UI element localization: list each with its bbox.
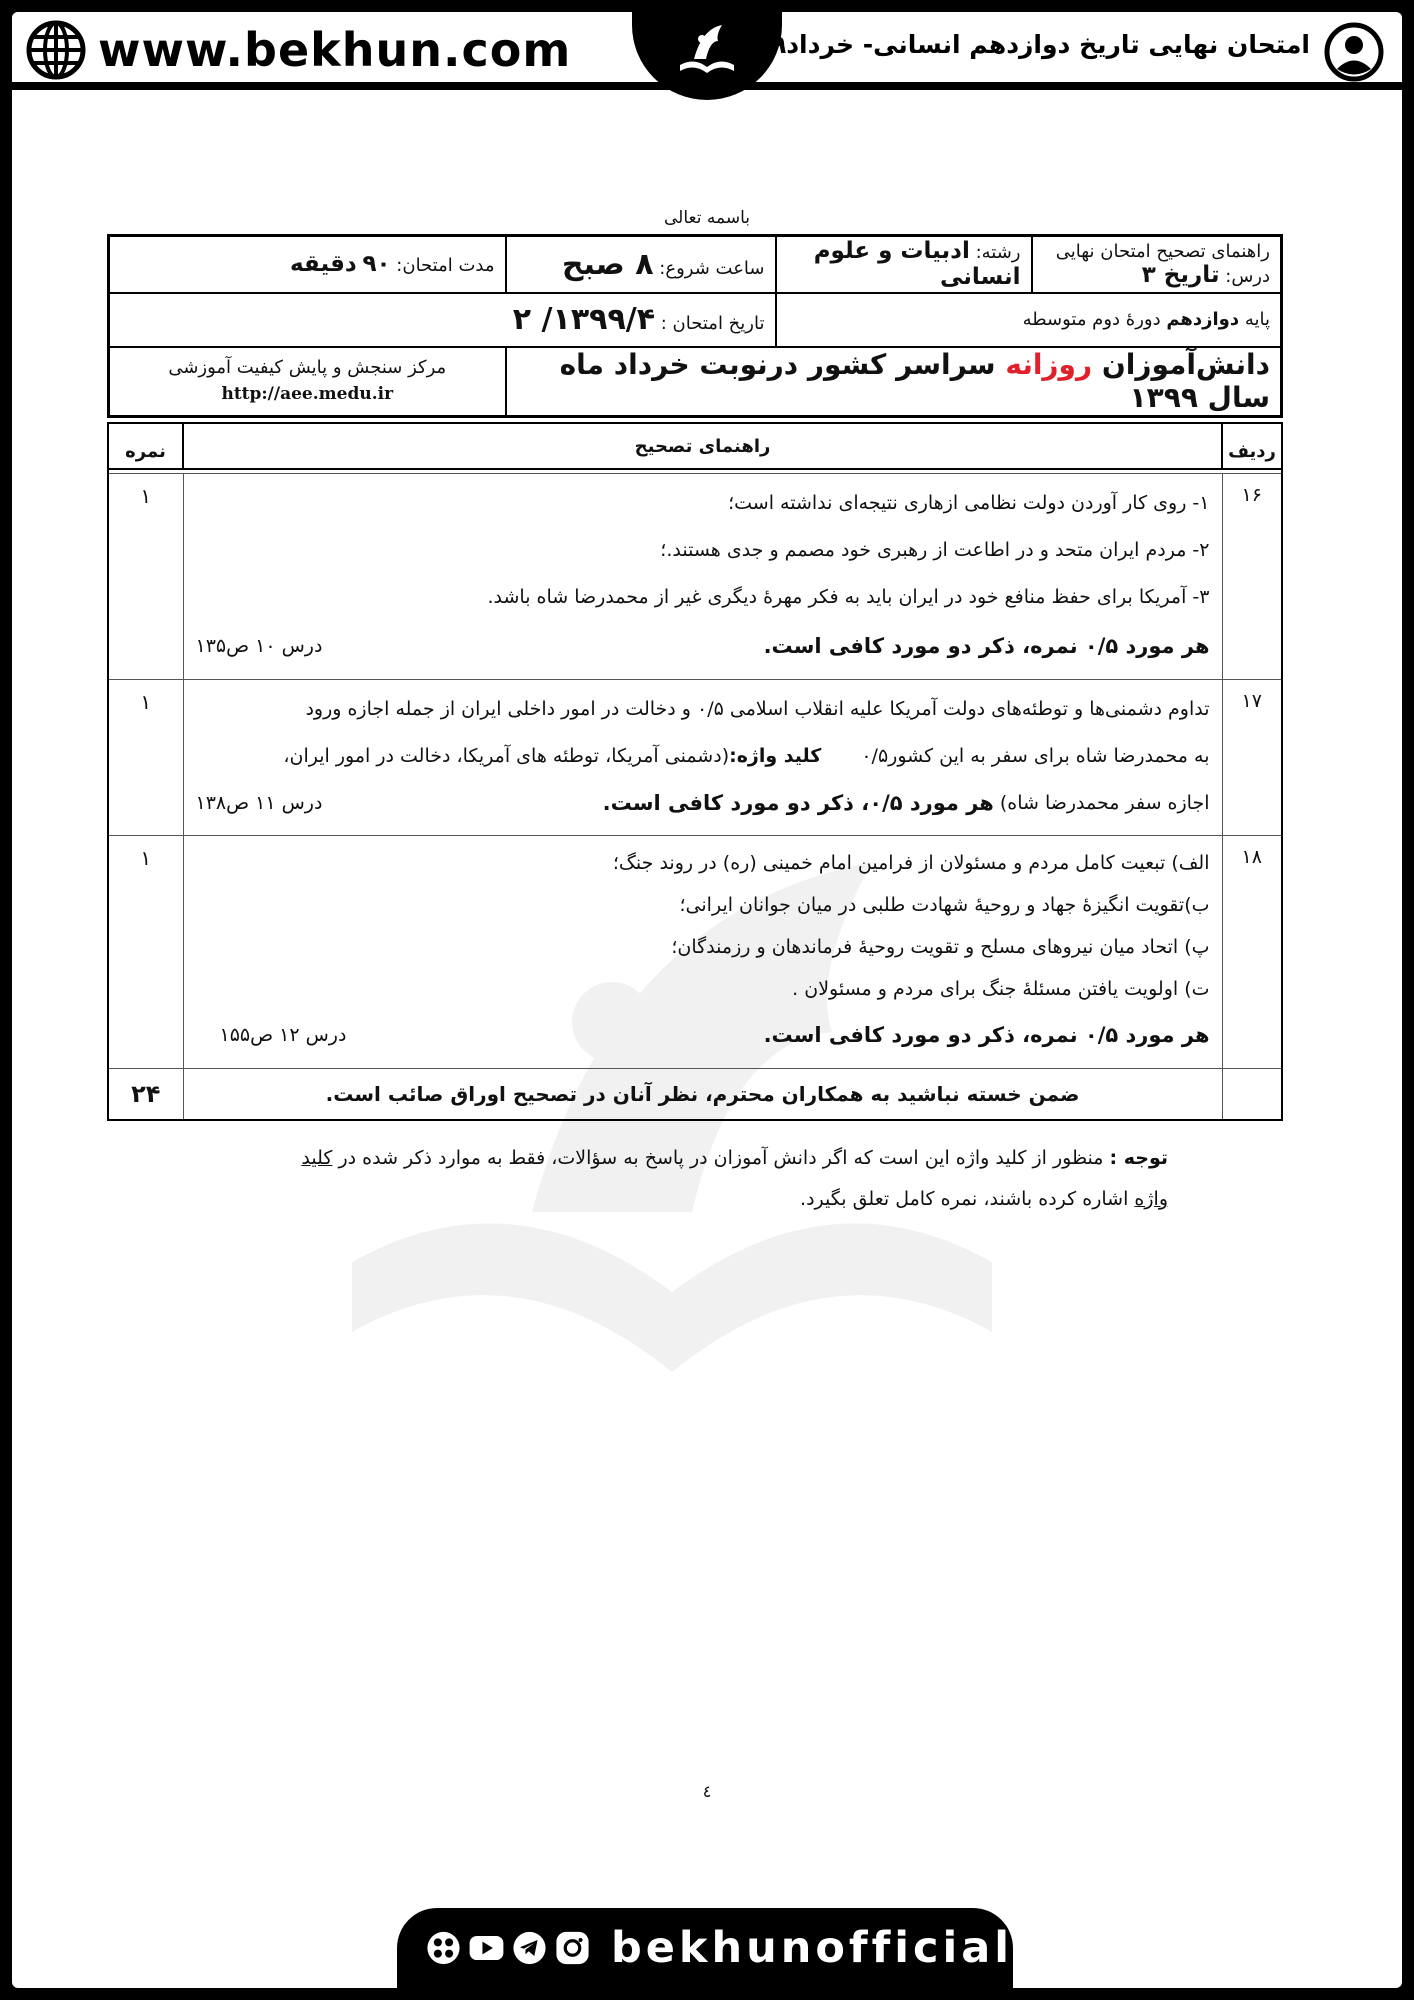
scoring-note: هر مورد ۰/۵، ذکر دو مورد کافی است. xyxy=(602,791,994,815)
field: ادبیات و علوم انسانی xyxy=(813,238,1021,291)
subject: تاریخ ۳ xyxy=(1141,261,1220,288)
page-number: ٤ xyxy=(702,1782,712,1801)
row-number: ۱۶ xyxy=(1222,473,1282,679)
students-text-1: دانش‌آموزان xyxy=(1092,348,1270,382)
keyword-label: کلید واژه: xyxy=(729,745,822,767)
col-score-header: نمره xyxy=(108,423,183,469)
exam-info-table xyxy=(107,234,1283,418)
note-label: توجه : xyxy=(1109,1147,1168,1169)
answer-line: ۱- روی کار آوردن دولت نظامی ازهاری نتیجه‌ای نداشته است؛ xyxy=(728,492,1210,514)
total-score: ۲۴ xyxy=(108,1068,183,1120)
youtube-icon[interactable] xyxy=(468,1925,505,1971)
field-cell xyxy=(776,236,1032,293)
answer-line: پ) اتحاد میان نیروهای مسلح و تقویت روحیهٔ فرماندهان و رزمندگان؛ xyxy=(671,935,1210,958)
grade-cell xyxy=(776,293,1282,347)
date-cell xyxy=(109,293,776,347)
answer-line: ۲- مردم ایران متحد و در اطاعت از رهبری خود مصمم و جدی هستند.؛ xyxy=(660,539,1210,561)
grade: دوازدهم xyxy=(1166,309,1240,330)
instagram-icon[interactable] xyxy=(554,1925,591,1971)
lesson-reference: درس ۱۰ ص۱۳۵ xyxy=(195,634,323,657)
answer-key-table xyxy=(107,422,1283,1121)
answer-text: به محمدرضا شاه برای سفر به این کشور۰/۵ xyxy=(861,745,1210,767)
social-handle[interactable]: bekhunofficial xyxy=(610,1923,1013,1973)
subject-cell xyxy=(1032,236,1282,293)
telegram-icon[interactable] xyxy=(511,1925,548,1971)
start-label: ساعت شروع: xyxy=(659,257,765,279)
table-row xyxy=(108,679,1282,835)
attention-note xyxy=(268,1138,1168,1220)
closing-note: ضمن خسته نباشید به همکاران محترم، نظر آنان در تصحیح اوراق صائب است. xyxy=(183,1068,1222,1120)
page xyxy=(12,12,1402,1988)
table-row xyxy=(108,473,1282,679)
center-url[interactable]: http://aee.medu.ir xyxy=(221,384,394,405)
exam-title: امتحان نهایی تاریخ دوازدهم انسانی- خرداد۱۳۹۹ xyxy=(725,30,1310,59)
answer-cell xyxy=(183,473,1222,679)
answer-line: ب)تقویت انگیزهٔ جهاد و روحیهٔ شهادت طلبی در میان جوانان ایرانی؛ xyxy=(679,893,1210,916)
col-guide-header: راهنمای تصحیح xyxy=(183,423,1222,469)
answer-line: تداوم دشمنی‌ها و توطئه‌های دولت آمریکا علیه انقلاب اسلامی ۰/۵ و دخالت در امور داخلی ایران از جمله اجازه ورود xyxy=(305,698,1210,720)
note-text-2: اشاره کرده باشند، نمره کامل تعلق بگیرد. xyxy=(800,1188,1135,1210)
website-url[interactable]: www.bekhun.com xyxy=(98,23,572,77)
students-line xyxy=(560,348,1270,414)
empty-cell xyxy=(1222,1068,1282,1120)
website-link[interactable] xyxy=(26,20,571,80)
guide-label: راهنمای تصحیح امتحان نهایی درس: xyxy=(1055,240,1270,287)
start-time: ۸ صبح xyxy=(561,246,654,282)
user-avatar-icon[interactable] xyxy=(1324,22,1384,82)
note-underlined: کلید واژه xyxy=(301,1147,1168,1210)
students-text-2: سراسر کشور درنوبت خرداد ماه سال ۱۳۹۹ xyxy=(559,348,1270,415)
start-time-cell xyxy=(506,236,776,293)
field-label: رشته: xyxy=(975,242,1021,264)
score: ۱ xyxy=(108,679,183,835)
note-text: منظور از کلید واژه این است که اگر دانش آموزان در پاسخ به سؤالات، فقط به موارد ذکر شده در xyxy=(332,1147,1110,1169)
grade-suffix: دورهٔ دوم متوسطه xyxy=(1022,309,1167,330)
duration-value: ۹۰ xyxy=(362,251,391,278)
answer-line: ۳- آمریکا برای حفظ منافع خود در ایران باید به فکر مهرهٔ دیگری غیر از محمدرضا شاه باشد. xyxy=(487,586,1210,608)
students-cell xyxy=(506,347,1282,417)
grade-prefix: پایه xyxy=(1239,309,1270,330)
table-row xyxy=(108,835,1282,1068)
keywords: (دشمنی آمریکا، توطئه های آمریکا، دخالت در امور ایران، xyxy=(283,745,730,767)
duration-unit: دقیقه xyxy=(289,251,357,278)
basmala: باسمه تعالی xyxy=(664,208,750,228)
exam-date: ۱۳۹۹/۴/ ۲ xyxy=(512,302,656,337)
table-row xyxy=(108,1068,1282,1120)
duration-label: مدت امتحان: xyxy=(396,255,495,277)
scoring-note: هر مورد ۰/۵ نمره، ذکر دو مورد کافی است. xyxy=(763,1022,1210,1047)
lesson-reference: درس ۱۲ ص۱۵۵ xyxy=(219,1023,347,1046)
scoring-note: هر مورد ۰/۵ نمره، ذکر دو مورد کافی است. xyxy=(763,633,1210,658)
duration-cell xyxy=(109,236,506,293)
center-name: مرکز سنجش و پایش کیفیت آموزشی xyxy=(168,357,447,379)
row-number: ۱۸ xyxy=(1222,835,1282,1068)
row-number: ۱۷ xyxy=(1222,679,1282,835)
globe-icon xyxy=(26,20,86,80)
answer-cell xyxy=(183,835,1222,1068)
top-banner xyxy=(12,12,1402,90)
aparat-icon[interactable] xyxy=(425,1925,462,1971)
social-bar xyxy=(397,1908,1013,1988)
keywords-cont: اجازه سفر محمدرضا شاه) xyxy=(999,792,1210,814)
col-row-header: ردیف xyxy=(1222,423,1282,469)
answer-cell xyxy=(183,679,1222,835)
lesson-reference: درس ۱۱ ص۱۳۸ xyxy=(195,792,323,814)
students-red: روزانه xyxy=(1005,348,1093,382)
answer-line: ت) اولویت یافتن مسئلهٔ جنگ برای مردم و مسئولان . xyxy=(792,977,1210,1000)
score: ۱ xyxy=(108,835,183,1068)
center-cell xyxy=(109,347,506,417)
date-label: تاریخ امتحان : xyxy=(660,313,765,334)
answer-line: الف) تبعیت کامل مردم و مسئولان از فرامین امام خمینی (ره) در روند جنگ؛ xyxy=(612,851,1210,874)
score: ۱ xyxy=(108,473,183,679)
